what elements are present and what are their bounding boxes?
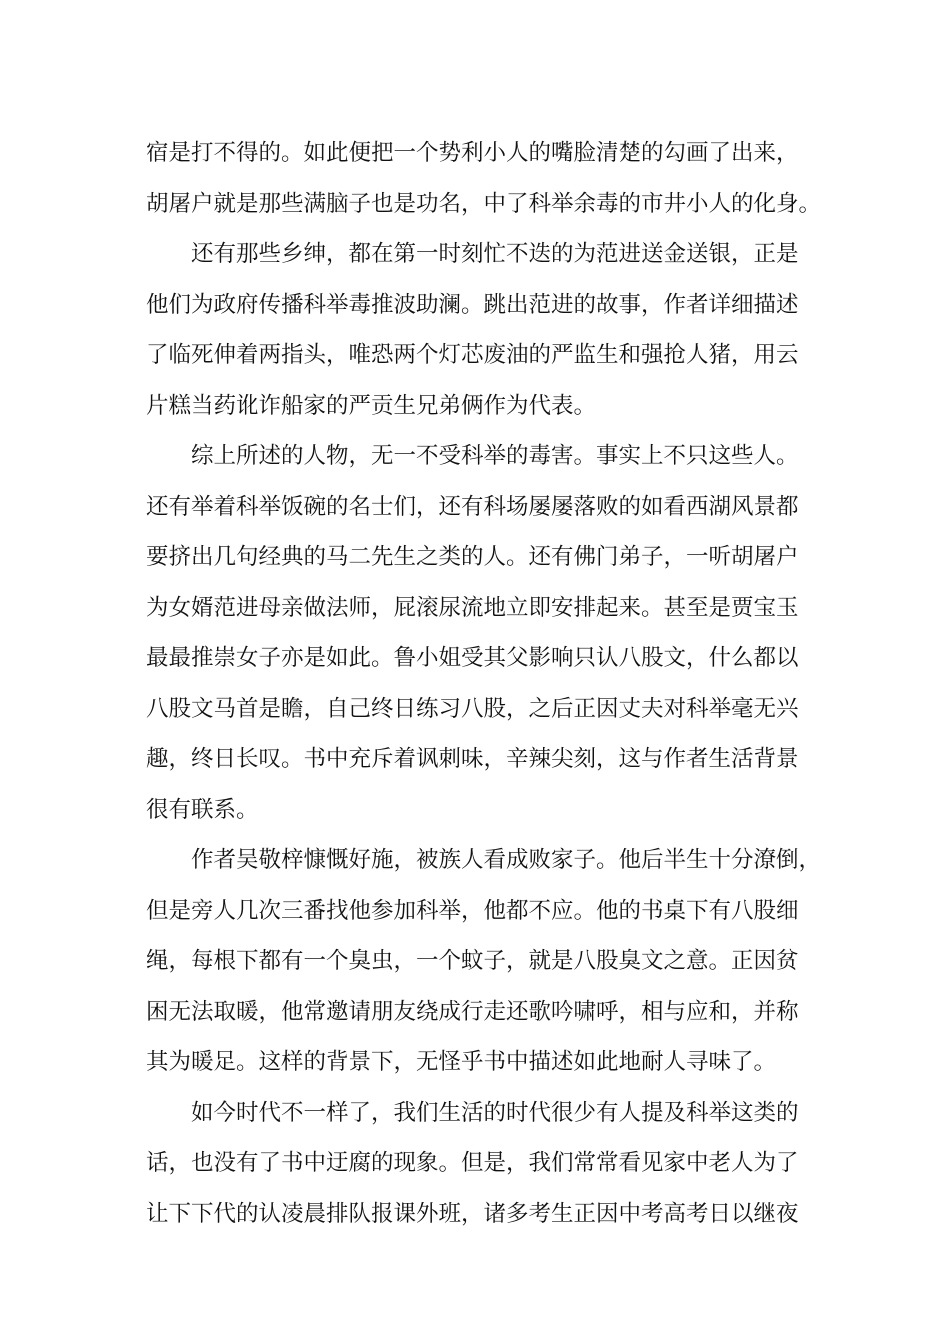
text-line: 八股文马首是瞻，自己终日练习八股，之后正因丈夫对科举毫无兴 (146, 695, 799, 722)
text-line: 困无法取暖，他常邀请朋友绕成行走还歌吟啸呼，相与应和，并称 (146, 998, 799, 1025)
text-line: 最最推崇女子亦是如此。鲁小姐受其父影响只认八股文，什么都以 (146, 645, 799, 671)
text-line: 很有联系。 (146, 796, 259, 823)
text-line: 作者吴敬梓慷慨好施，被族人看成败家子。他后半生十分潦倒， (191, 847, 822, 873)
text-line: 话，也没有了书中迂腐的现象。但是，我们常常看见家中老人为了 (146, 1150, 799, 1176)
text-line: 趣，终日长叹。书中充斥着讽刺味，辛辣尖刻，这与作者生活背景 (146, 746, 799, 772)
text-line: 了临死伸着两指头，唯恐两个灯芯废油的严监生和强抢人猪，用云 (146, 342, 799, 368)
text-line: 还有那些乡绅，都在第一时刻忙不迭的为范进送金送银，正是 (191, 241, 799, 267)
text-line: 要挤出几句经典的马二先生之类的人。还有佛门弟子，一听胡屠户 (146, 544, 799, 570)
text-line: 片糕当药讹诈船家的严贡生兄弟俩作为代表。 (146, 392, 597, 419)
text-line: 绳，每根下都有一个臭虫，一个蚊子，就是八股臭文之意。正因贫 (146, 948, 799, 974)
text-line: 宿是打不得的。如此便把一个势利小人的嘴脸清楚的勾画了出来， (146, 140, 799, 166)
text-line: 他们为政府传播科举毒推波助澜。跳出范进的故事，作者详细描述 (146, 291, 799, 318)
text-line: 但是旁人几次三番找他参加科举，他都不应。他的书桌下有八股细 (146, 897, 799, 924)
text-line: 综上所述的人物，无一不受科举的毒害。事实上不只这些人。 (191, 443, 799, 469)
text-line: 为女婿范进母亲做法师，屁滚尿流地立即安排起来。甚至是贾宝玉 (146, 594, 799, 621)
document-body (146, 128, 822, 1239)
text-line: 还有举着科举饭碗的名士们，还有科场屡屡落败的如看西湖风景都 (146, 493, 799, 520)
text-line: 胡屠户就是那些满脑子也是功名，中了科举余毒的市井小人的化身。 (146, 190, 822, 217)
text-line: 如今时代不一样了，我们生活的时代很少有人提及科举这类的 (191, 1099, 799, 1126)
text-line: 其为暖足。这样的背景下，无怪乎书中描述如此地耐人寻味了。 (146, 1049, 777, 1075)
text-line: 让下下代的认凌晨排队报课外班，诸多考生正因中考高考日以继夜 (146, 1200, 799, 1227)
